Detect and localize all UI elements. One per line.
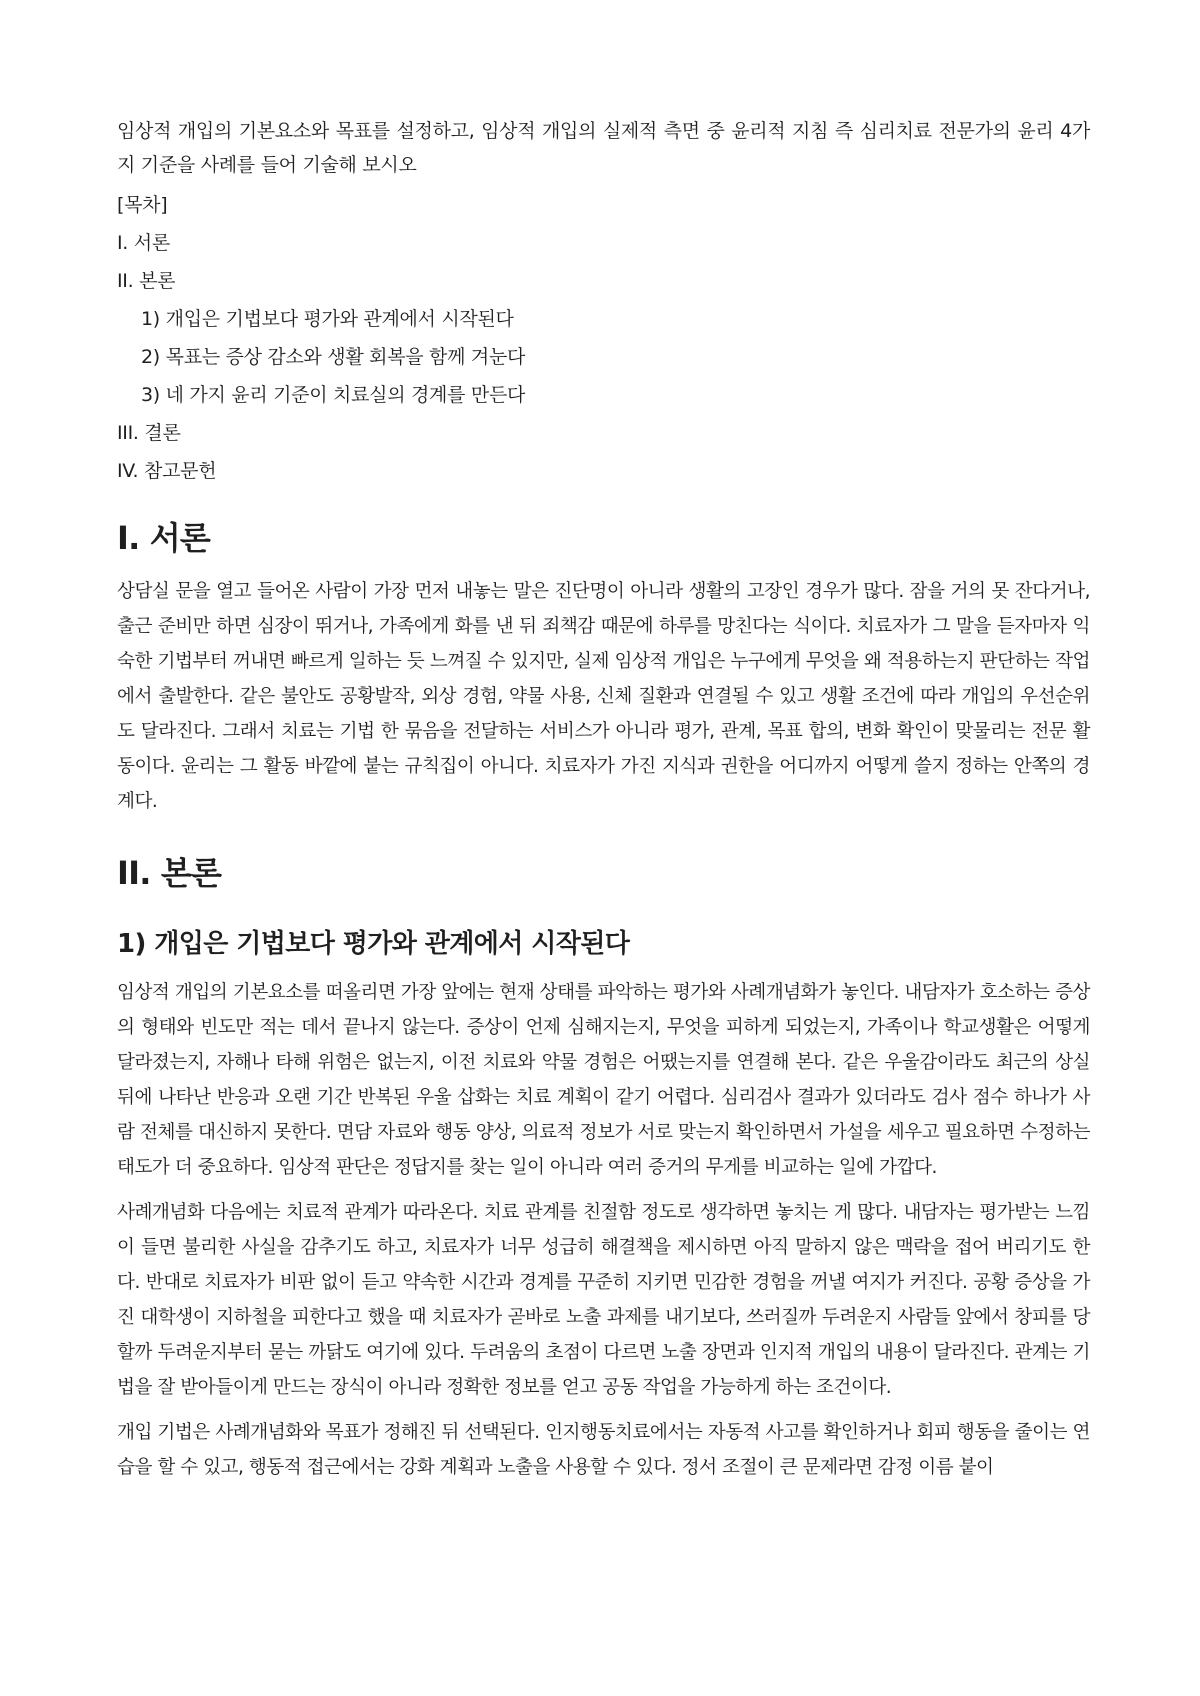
- subsection-heading-1: 1) 개입은 기법보다 평가와 관계에서 시작된다: [117, 929, 630, 959]
- body-paragraph: 개입 기법은 사례개념화와 목표가 정해진 뒤 선택된다. 인지행동치료에서는 자동적 사고를 확인하거나 회피 행동을 줄이는 연습을 할 수 있고, 행동적 접근에서는 강화 계획과 노출을 사용할 수 있다. 정서 조절이 큰 문제라면 감정 이름 붙이: [117, 1422, 1090, 1478]
- toc-item: IV. 참고문헌: [117, 460, 217, 482]
- section-heading-intro: I. 서론: [117, 519, 211, 557]
- table-of-contents: [117, 192, 1090, 484]
- assignment-prompt: 임상적 개입의 기본요소와 목표를 설정하고, 임상적 개입의 실제적 측면 중 윤리적 지침 즉 심리치료 전문가의 윤리 4가지 기준을 사례를 들어 기술해 보시오: [117, 120, 1090, 176]
- toc-item: II. 본론: [117, 270, 176, 292]
- toc-subitem: 1) 개입은 기법보다 평가와 관계에서 시작된다: [141, 308, 514, 330]
- body-paragraph: 임상적 개입의 기본요소를 떠올리면 가장 앞에는 현재 상태를 파악하는 평가와 사례개념화가 놓인다. 내담자가 호소하는 증상의 형태와 빈도만 적는 데서 끝나지 않는다. 증상이 언제 심해지는지, 무엇을 피하게 되었는지, 가족이나 학교생활은 어떻게 달라졌는지, 자해나 타해 위험은 없는지, 이전 치료와 약물 경험은 어땠는지를 연결해 본다. 같은 우울감이라도 최근의 상실 뒤에 나타난 반응과 오랜 기간 반복된 우울 삽화는 치료 계획이 같기 어렵다. 심리검사 결과가 있더라도 검사 점수 하나가 사람 전체를 대신하지 못한다. 면담 자료와 행동 양상, 의료적 정보가 서로 맞는지 확인하면서 가설을 세우고 필요하면 수정하는 태도가 더 중요하다. 임상적 판단은 정답지를 찾는 일이 아니라 여러 증거의 무게를 비교하는 일에 가깝다.: [117, 982, 1090, 1178]
- toc-subitem: 3) 네 가지 윤리 기준이 치료실의 경계를 만든다: [141, 384, 526, 406]
- toc-title: [목차]: [117, 194, 168, 216]
- toc-item: III. 결론: [117, 422, 181, 444]
- toc-item: I. 서론: [117, 232, 170, 254]
- intro-paragraph: 상담실 문을 열고 들어온 사람이 가장 먼저 내놓는 말은 진단명이 아니라 생활의 고장인 경우가 많다. 잠을 거의 못 잔다거나, 출근 준비만 하면 심장이 뛰거나, 가족에게 화를 낸 뒤 죄책감 때문에 하루를 망친다는 식이다. 치료자가 그 말을 듣자마자 익숙한 기법부터 꺼내면 빠르게 일하는 듯 느껴질 수 있지만, 실제 임상적 개입은 누구에게 무엇을 왜 적용하는지 판단하는 작업에서 출발한다. 같은 불안도 공황발작, 외상 경험, 약물 사용, 신체 질환과 연결될 수 있고 생활 조건에 따라 개입의 우선순위도 달라진다. 그래서 치료는 기법 한 묶음을 전달하는 서비스가 아니라 평가, 관계, 목표 합의, 변화 확인이 맞물리는 전문 활동이다. 윤리는 그 활동 바깥에 붙는 규칙집이 아니다. 치료자가 가진 지식과 권한을 어디까지 어떻게 쓸지 정하는 안쪽의 경계다.: [117, 581, 1090, 812]
- toc-subitem: 2) 목표는 증상 감소와 생활 회복을 함께 겨눈다: [141, 346, 526, 368]
- section-heading-body: II. 본론: [117, 854, 222, 892]
- body-paragraph: 사례개념화 다음에는 치료적 관계가 따라온다. 치료 관계를 친절함 정도로 생각하면 놓치는 게 많다. 내담자는 평가받는 느낌이 들면 불리한 사실을 감추기도 하고, 치료자가 너무 성급히 해결책을 제시하면 아직 말하지 않은 맥락을 접어 버리기도 한다. 반대로 치료자가 비판 없이 듣고 약속한 시간과 경계를 꾸준히 지키면 민감한 경험을 꺼낼 여지가 커진다. 공황 증상을 가진 대학생이 지하철을 피한다고 했을 때 치료자가 곧바로 노출 과제를 내기보다, 쓰러질까 두려운지 사람들 앞에서 창피를 당할까 두려운지부터 묻는 까닭도 여기에 있다. 두려움의 초점이 다르면 노출 장면과 인지적 개입의 내용이 달라진다. 관계는 기법을 잘 받아들이게 만드는 장식이 아니라 정확한 정보를 얻고 공동 작업을 가능하게 하는 조건이다.: [117, 1202, 1090, 1398]
